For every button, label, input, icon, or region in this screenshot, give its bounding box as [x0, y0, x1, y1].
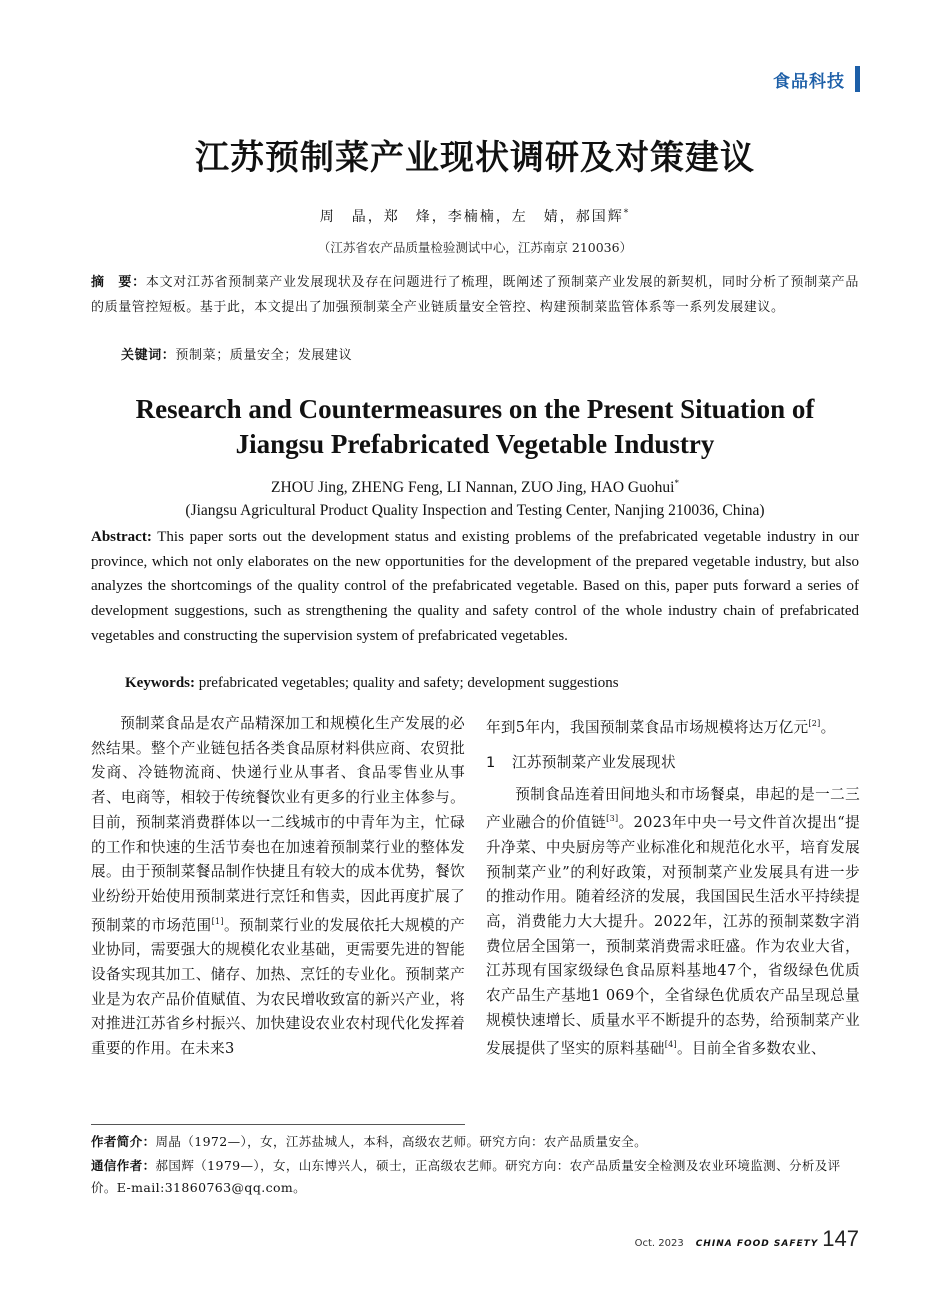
- english-affiliation: (Jiangsu Agricultural Product Quality Inspection and Testing Center, Nanjing 210036, China): [185, 502, 765, 519]
- chinese-title: 江苏预制菜产业现状调研及对策建议: [195, 138, 755, 178]
- section-heading: 1 江苏预制菜产业发展现状: [486, 753, 676, 771]
- corresponding-mark: *: [623, 208, 631, 219]
- abstract-label-en: Abstract:: [91, 529, 152, 545]
- section-header: [773, 66, 860, 92]
- paragraph: 预制食品连着田间地头和市场餐桌，串起的是一二三产业融合的价值链[3]。2023年中央一号文件首次提出“提升净菜、中央厨房等产业标准化和规范化水平，培育发展预制菜产业”的利好政策，对预制菜产业发展具有进一步的推动作用。随着经济的发展，我国国民生活水平持续提高，消费能力大大提升。2022年，江苏的预制菜数字消费位居全国第一，预制菜消费需求旺盛。作为农业大省，江苏现有国家级绿色食品原料基地47个，省级绿色优质农产品生产基地1 069个，全省绿色优质农产品呈现总量规模快速增长、质量水平不断提升的态势，给预制菜产业发展提供了坚实的原料基础[4]。目前全省多数农业、: [486, 785, 860, 1058]
- keywords-text-en: prefabricated vegetables; quality and safety; development suggestions: [195, 675, 619, 691]
- body-column-right: [486, 712, 860, 1062]
- chinese-abstract: [91, 271, 859, 320]
- body-column-left: [91, 712, 465, 1062]
- abstract-text: 本文对江苏省预制菜产业发展现状及存在问题进行了梳理，既阐述了预制菜产业发展的新契机，同时分析了预制菜产品的质量管控短板。基于此，本文提出了加强预制菜全产业链质量安全管控、构建预制菜监管体系等一系列发展建议。: [91, 275, 860, 315]
- paragraph: 年到5年内，我国预制菜食品市场规模将达万亿元[2]。: [486, 718, 836, 736]
- footnote-divider: [91, 1124, 465, 1125]
- english-authors: ZHOU Jing, ZHENG Feng, LI Nannan, ZUO Jing, HAO Guohui*: [271, 478, 679, 497]
- page-number: 147: [822, 1226, 859, 1251]
- keywords-label-en: Keywords:: [125, 675, 195, 691]
- chinese-affiliation: （江苏省农产品质量检验测试中心，江苏南京 210036）: [317, 240, 633, 255]
- keywords-text: 预制菜；质量安全；发展建议: [175, 348, 353, 363]
- keywords-label: 关键词：: [121, 348, 176, 363]
- page-footer: [635, 1226, 859, 1252]
- citation: [1]: [211, 916, 224, 926]
- author-bio-footnote: 作者简介：周晶（1972—），女，江苏盐城人，本科，高级农艺师。研究方向：农产品质量安全。: [91, 1134, 648, 1149]
- journal-name: CHINA FOOD SAFETY: [695, 1239, 819, 1249]
- section-label: 食品科技: [773, 71, 845, 92]
- abstract-label: 摘 要：: [91, 275, 146, 290]
- corresponding-author-footnote: 通信作者：郝国辉（1979—），女，山东博兴人，硕士，正高级农艺师。研究方向：农产品质量安全检测及农业环境监测、分析及评价。E-mail:31860763@qq.com。: [91, 1158, 841, 1195]
- issue-date: Oct. 2023: [634, 1238, 684, 1249]
- english-keywords: [125, 675, 619, 692]
- chinese-keywords: [121, 344, 352, 363]
- citation: [3]: [606, 814, 619, 824]
- citation: [2]: [808, 719, 821, 728]
- english-title: Research and Countermeasures on the Present Situation of Jiangsu Prefabricated Vegetable Industry: [135, 394, 815, 459]
- abstract-text-en: This paper sorts out the development status and existing problems of the prefabricated vegetable industry in our province, which not only elaborates on the new opportunities for the development of the prepared vegetable industry, but also analyzes the shortcomings of the quality control of the prefabricated vegetable. Based on this, paper puts forward a series of development suggestions, such as strengthening the quality and safety control of the whole industry chain of prefabricated vegetables and constructing the supervision system of prefabricated vegetables.: [91, 529, 859, 644]
- citation: [4]: [664, 1040, 677, 1050]
- chinese-authors: 周 晶，郑 烽，李楠楠，左 婧，郝国辉*: [319, 208, 631, 225]
- english-abstract: [91, 525, 859, 649]
- corresponding-mark-en: *: [674, 478, 679, 488]
- paragraph: 预制菜食品是农产品精深加工和规模化生产发展的必然结果。整个产业链包括各类食品原材料供应商、农贸批发商、冷链物流商、快递行业从事者、食品零售业从事者、电商等，相较于传统餐饮业有更多的行业主体参与。目前，预制菜消费群体以一二线城市的中青年为主，忙碌的工作和快速的生活节奏也在加速着预制菜行业的整体发展。由于预制菜餐品制作快捷且有较大的成本优势，餐饮业纷纷开始使用预制菜进行烹饪和售卖，因此再度扩展了预制菜的市场范围[1]。预制菜行业的发展依托大规模的产业协同，需要强大的规模化农业基础，更需要先进的智能设备实现其加工、储存、加热、烹饪的专业化。预制菜产业是为农产品价值赋值、为农民增收致富的新兴产业，将对推进江苏省乡村振兴、加快建设农业农村现代化发挥着重要的作用。在未来3: [91, 715, 465, 1057]
- section-bar: [855, 66, 860, 92]
